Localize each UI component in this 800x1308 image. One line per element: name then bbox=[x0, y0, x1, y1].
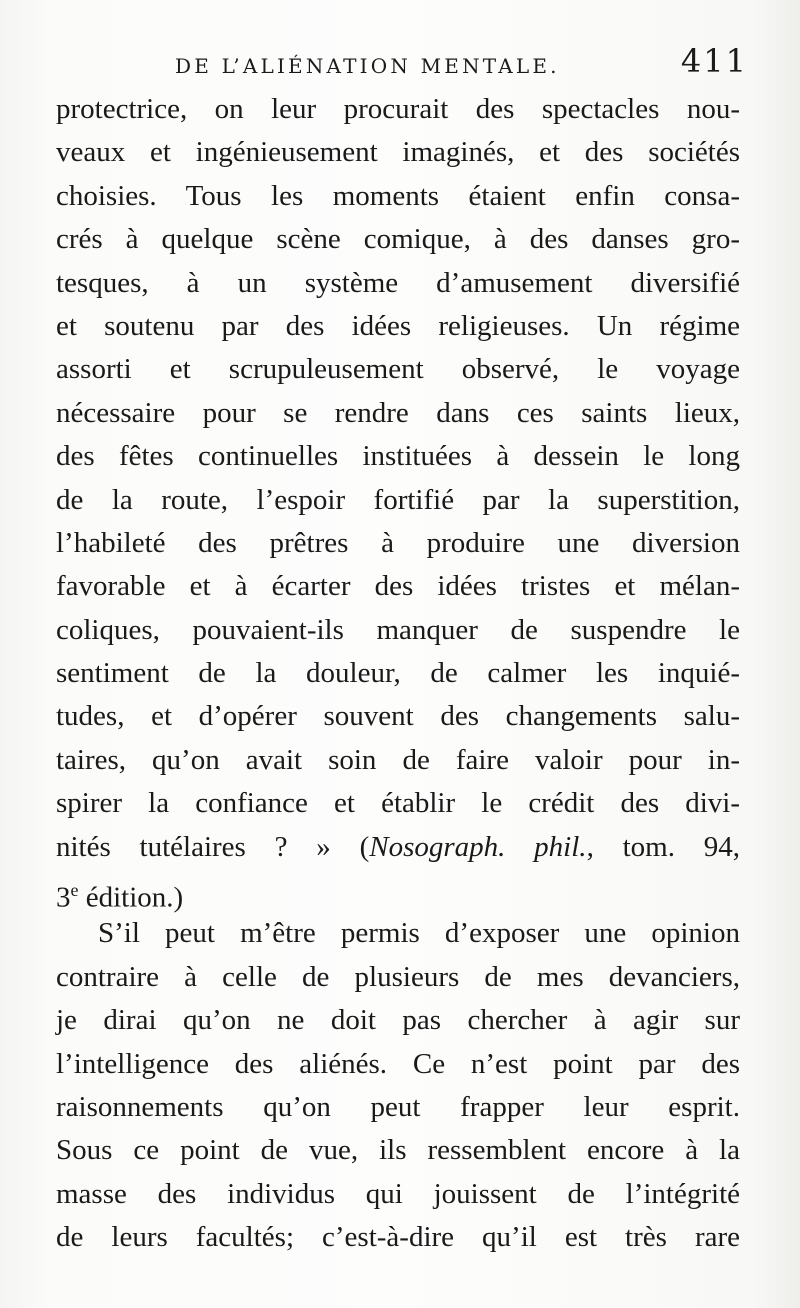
text-line: contraire à celle de plusieurs de mes devanciers, bbox=[56, 960, 740, 993]
text-line: tudes, et d’opérer souvent des changements salu- bbox=[56, 700, 740, 733]
text-line: tesques, à un système d’amusement diversifié bbox=[56, 266, 740, 299]
text-line: raisonnements qu’on peut frapper leur esprit. bbox=[56, 1090, 740, 1123]
paragraph-first-line: S’il peut m’être permis d’exposer une opinion bbox=[98, 917, 740, 950]
text-line: crés à quelque scène comique, à des danses gro- bbox=[56, 223, 740, 256]
text-line: je dirai qu’on ne doit pas chercher à agir sur bbox=[56, 1004, 740, 1037]
text-line: spirer la confiance et établir le crédit des divi- bbox=[56, 787, 740, 820]
text-line: coliques, pouvaient-ils manquer de suspendre le bbox=[56, 613, 740, 646]
page-number: 411 bbox=[680, 42, 748, 80]
edition-superscript: e bbox=[70, 880, 79, 901]
text-line: Sous ce point de vue, ils ressemblent encore à la bbox=[56, 1134, 740, 1167]
text-line: protectrice, on leur procurait des spectacles nou- bbox=[56, 93, 740, 125]
text-line: favorable et à écarter des idées tristes et mélan- bbox=[56, 570, 740, 603]
text-line: des fêtes continuelles instituées à dessein le long bbox=[56, 440, 740, 473]
text-line: et soutenu par des idées religieuses. Un régime bbox=[56, 309, 740, 342]
text-line: l’habileté des prêtres à produire une diversion bbox=[56, 526, 740, 559]
running-head bbox=[55, 40, 748, 90]
text-line: l’intelligence des aliénés. Ce n’est point par des bbox=[56, 1047, 740, 1080]
text-line: masse des individus qui jouissent de l’intégrité bbox=[56, 1177, 740, 1210]
text-line: sentiment de la douleur, de calmer les inquié- bbox=[56, 657, 740, 690]
text-line: assorti et scrupuleusement observé, le voyage bbox=[56, 353, 740, 386]
edition-number: 3 bbox=[56, 881, 71, 914]
body-text bbox=[56, 88, 740, 1260]
citation-suffix: , tom. 94, bbox=[586, 830, 740, 863]
citation-prefix: nités tutélaires ? » ( bbox=[56, 830, 370, 863]
edition-text: édition.) bbox=[78, 881, 184, 914]
citation-work-title: Nosograph. phil. bbox=[369, 830, 587, 863]
text-line: nécessaire pour se rendre dans ces saints lieux, bbox=[56, 396, 740, 429]
text-line: veaux et ingénieusement imaginés, et des sociétés bbox=[56, 136, 740, 169]
text-line: de leurs facultés; c’est-à-dire qu’il est très rare bbox=[56, 1221, 740, 1254]
edition-line bbox=[56, 869, 740, 912]
running-title: DE L’ALIÉNATION MENTALE. bbox=[175, 54, 560, 78]
text-line: taires, qu’on avait soin de faire valoir pour in- bbox=[56, 743, 740, 776]
citation-line bbox=[56, 826, 740, 869]
text-line: choisies. Tous les moments étaient enfin consa- bbox=[56, 179, 740, 212]
text-line: de la route, l’espoir fortifié par la superstition, bbox=[56, 483, 740, 516]
